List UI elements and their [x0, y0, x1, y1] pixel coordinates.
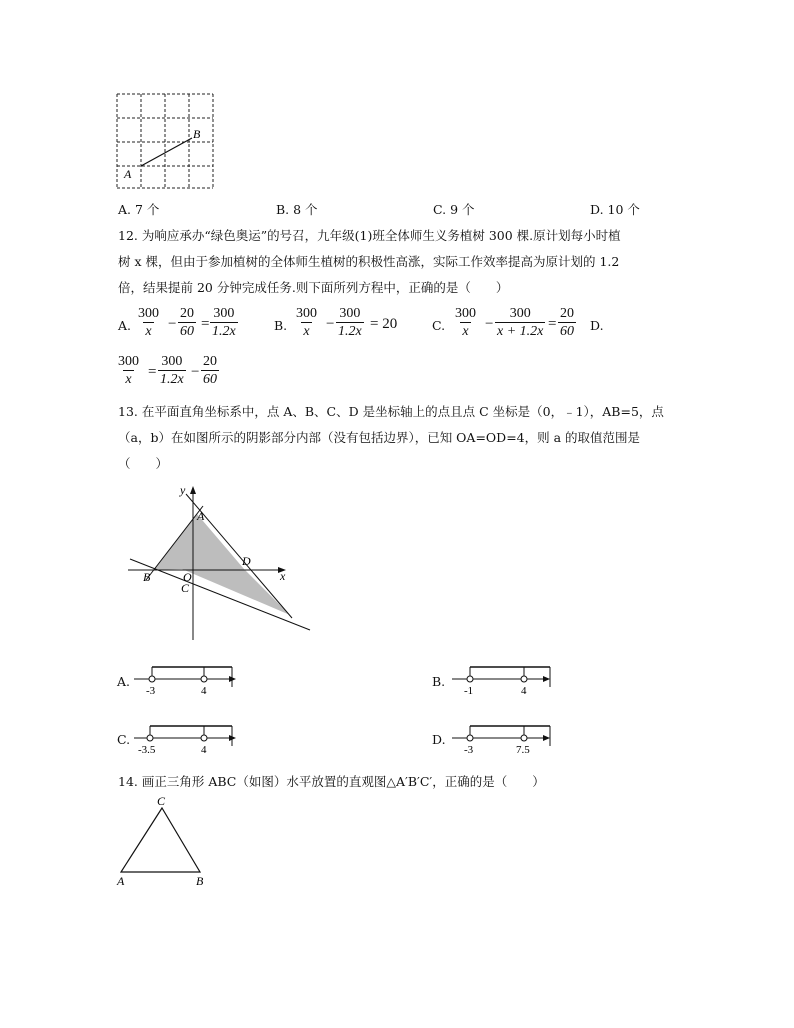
q12-d-frac-2: [158, 354, 186, 387]
equals-twenty: = 20: [370, 316, 398, 332]
fraction-denominator: 1.2x: [160, 372, 184, 387]
fraction-numerator: 300: [161, 354, 183, 369]
fraction-denominator: x: [462, 324, 469, 339]
fraction-numerator: 20: [180, 306, 194, 321]
q13-stem-line-1: 13. 在平面直角坐标系中，点 A、B、C、D 是坐标轴上的点且点 C 坐标是（0，﹣1），AB=5，点: [118, 404, 664, 419]
vertex-label-a: A: [117, 874, 125, 888]
fraction-numerator: 20: [560, 306, 574, 321]
tick-label-right: 7.5: [516, 744, 530, 756]
q12-a-frac-1: [136, 306, 161, 339]
fraction-numerator: 300: [138, 306, 159, 321]
minus-sign: −: [168, 316, 177, 332]
minus-sign: −: [191, 364, 200, 380]
q14-stem-line-1: 14. 画正三角形 ABC（如图）水平放置的直观图△A′B′C′，正确的是（ ）: [118, 774, 545, 789]
point-label-a: A: [197, 509, 205, 523]
point-label-c: C: [181, 581, 190, 595]
q13-option-c-letter[interactable]: C.: [117, 732, 131, 747]
tick-label-right: 4: [201, 685, 207, 697]
grid-label-b: B: [193, 127, 201, 141]
q12-a-frac-3: [210, 306, 238, 339]
fraction-denominator: x: [303, 324, 310, 339]
q12-c-frac-3: [558, 306, 576, 339]
q13-option-b-letter[interactable]: B.: [432, 674, 446, 689]
tick-label-left: -3: [464, 744, 474, 756]
shaded-region: [153, 514, 290, 615]
q13-number-line-d: [450, 722, 556, 756]
y-axis-arrow: [190, 486, 196, 494]
axis-label-x: x: [280, 569, 286, 583]
q12-stem-line-2: 树 x 棵，但由于参加植树的全体师生植树的积极性高涨，实际工作效率提高为原计划的 1.2: [118, 254, 620, 269]
q14-triangle-figure: [112, 792, 212, 888]
equals-sign: =: [201, 316, 210, 332]
grid-label-a: A: [124, 167, 132, 181]
q13-option-d-letter[interactable]: D.: [432, 732, 446, 747]
tick-label-left: -1: [464, 685, 474, 697]
q11-option-b[interactable]: B. 8 个: [276, 202, 318, 217]
q13-number-line-a: [132, 663, 238, 697]
q12-a-frac-2: [178, 306, 196, 339]
fraction-numerator: 300: [213, 306, 235, 321]
fraction-numerator: 20: [203, 354, 217, 369]
q13-coordinate-figure: [120, 478, 320, 646]
q12-d-frac-1: [116, 354, 141, 387]
tick-label-right: 4: [521, 685, 527, 697]
equals-sign: =: [548, 316, 557, 332]
point-label-d: D: [242, 554, 251, 568]
q11-grid-figure: [112, 90, 218, 192]
q11-option-a[interactable]: A. 7 个: [118, 202, 160, 217]
tick-label-left: -3: [146, 685, 156, 697]
q12-stem-line-1: 12. 为响应承办“绿色奥运”的号召，九年级(1)班全体师生义务植树 300 棵.原计划每小时植: [118, 228, 621, 243]
fraction-denominator: 1.2x: [212, 324, 236, 339]
vertex-label-c: C: [157, 794, 166, 808]
axis-label-y: y: [180, 483, 186, 497]
q12-option-c-letter[interactable]: C.: [432, 318, 446, 333]
q13-stem-line-3: （ ）: [118, 456, 169, 471]
fraction-denominator: 1.2x: [338, 324, 362, 339]
q13-option-a-letter[interactable]: A.: [117, 674, 131, 689]
origin-label-o: O: [183, 570, 192, 584]
fraction-numerator: 300: [118, 354, 139, 369]
q12-option-d-letter[interactable]: D.: [590, 318, 604, 333]
q11-option-c[interactable]: C. 9 个: [433, 202, 475, 217]
q12-c-frac-2: [495, 306, 545, 339]
q12-option-b-letter[interactable]: B.: [274, 318, 288, 333]
q13-number-line-b: [450, 663, 556, 697]
minus-sign: −: [485, 316, 494, 332]
q12-stem-line-3: 倍，结果提前 20 分钟完成任务.则下面所列方程中，正确的是（ ）: [118, 280, 509, 295]
q12-b-frac-2: [336, 306, 364, 339]
fraction-numerator: 300: [296, 306, 317, 321]
fraction-denominator: 60: [180, 324, 194, 339]
q12-d-frac-3: [201, 354, 219, 387]
q12-option-a-letter[interactable]: A.: [118, 318, 132, 333]
vertex-label-b: B: [196, 874, 204, 888]
fraction-denominator: x: [145, 324, 152, 339]
fraction-denominator: x + 1.2x: [497, 324, 544, 339]
minus-sign: −: [326, 316, 335, 332]
q12-b-frac-1: [294, 306, 319, 339]
fraction-numerator: 300: [509, 306, 531, 321]
equals-sign: =: [148, 364, 157, 380]
tick-label-right: 4: [201, 744, 207, 756]
point-label-b: B: [143, 570, 151, 584]
fraction-denominator: 60: [560, 324, 574, 339]
fraction-numerator: 300: [455, 306, 476, 321]
fraction-numerator: 300: [339, 306, 361, 321]
fraction-denominator: 60: [203, 372, 217, 387]
q12-c-frac-1: [453, 306, 478, 339]
tick-label-left: -3.5: [138, 744, 156, 756]
fraction-denominator: x: [125, 372, 132, 387]
q11-option-d[interactable]: D. 10 个: [590, 202, 640, 217]
q13-stem-line-2: （a，b）在如图所示的阴影部分内部（没有包括边界），已知 OA=OD=4，则 a 的取值范围是: [118, 430, 641, 445]
q13-number-line-c: [132, 722, 238, 756]
equilateral-triangle: [121, 808, 200, 872]
